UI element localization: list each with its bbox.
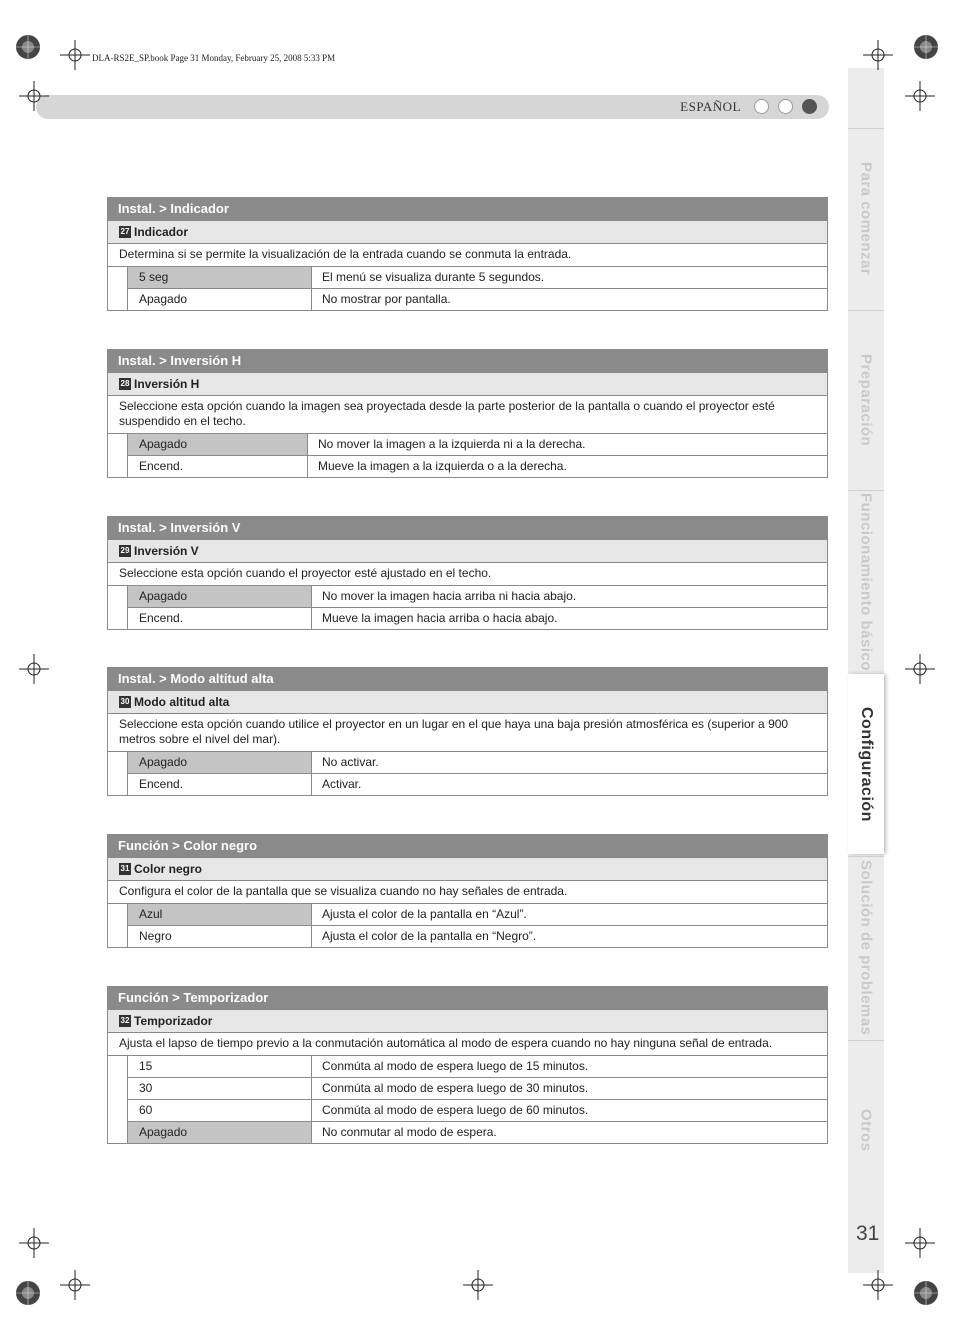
- side-tab-label: Funcionamiento básico: [857, 492, 875, 672]
- item-number-badge: 30: [120, 697, 130, 706]
- option-name: Apagado: [128, 289, 312, 310]
- page-number: 31: [856, 1222, 880, 1245]
- crosshair-mark-icon: [905, 81, 935, 111]
- options-table: [107, 434, 828, 478]
- option-row: [128, 1099, 827, 1121]
- option-row: [128, 925, 827, 947]
- crosshair-mark-icon: [19, 81, 49, 111]
- option-row: [128, 1056, 827, 1077]
- section-inversion-h: [107, 349, 828, 478]
- item-name: Inversión H: [134, 377, 200, 391]
- crosshair-mark-icon: [863, 1270, 893, 1300]
- option-row: [128, 1121, 827, 1143]
- crosshair-mark-icon: [60, 1270, 90, 1300]
- side-tab-configuracion[interactable]: [848, 674, 884, 854]
- item-name: Color negro: [134, 862, 202, 876]
- side-tab-label: Para comenzar: [857, 162, 875, 276]
- circle-icon: [778, 99, 793, 114]
- option-row: [128, 434, 827, 455]
- item-number-badge: 32: [120, 1016, 130, 1025]
- side-tab-otros[interactable]: [848, 1042, 884, 1218]
- option-description: Ajusta el color de la pantalla en “Negro”.: [322, 929, 537, 943]
- option-description: No mover la imagen a la izquierda ni a la derecha.: [318, 437, 586, 451]
- option-description: Ajusta el color de la pantalla en “Azul”.: [322, 907, 527, 921]
- section-title: Instal. > Inversión V: [107, 516, 828, 540]
- side-tab-solucion-de-problemas[interactable]: [848, 858, 884, 1038]
- options-table: [107, 267, 828, 311]
- section-description: Seleccione esta opción cuando utilice el proyector en un lugar en el que haya una baja presión atmosférica es (superior a 900 metros sobre el nivel del mar).: [107, 714, 828, 752]
- option-description: Conmúta al modo de espera luego de 60 minutos.: [322, 1103, 589, 1117]
- section-subtitle: [107, 858, 828, 881]
- section-subtitle: [107, 221, 828, 244]
- option-name: Apagado: [128, 434, 308, 455]
- option-name: Apagado: [128, 752, 312, 773]
- option-row: [128, 586, 827, 607]
- side-tab-preparacion[interactable]: [848, 312, 884, 488]
- section-description: Seleccione esta opción cuando el proyector esté ajustado en el techo.: [107, 563, 828, 586]
- section-title: Función > Color negro: [107, 834, 828, 858]
- options-table: [107, 904, 828, 948]
- crosshair-mark-icon: [905, 1228, 935, 1258]
- section-title: Instal. > Indicador: [107, 197, 828, 221]
- options-table: [107, 1056, 828, 1144]
- item-name: Indicador: [134, 225, 189, 239]
- option-name: 5 seg: [128, 267, 312, 288]
- item-number-badge: 28: [120, 379, 130, 388]
- option-name: Encend.: [128, 608, 312, 629]
- item-name: Temporizador: [134, 1014, 213, 1028]
- header-bar: [36, 95, 829, 119]
- option-name: Negro: [128, 926, 312, 947]
- crosshair-mark-icon: [863, 40, 893, 70]
- registration-mark-icon: [14, 33, 42, 61]
- side-tab-funcionamiento-basico[interactable]: [848, 492, 884, 672]
- section-color-negro: [107, 834, 828, 948]
- option-description: Mueve la imagen a la izquierda o a la derecha.: [318, 459, 567, 473]
- language-label: ESPAÑOL: [680, 99, 741, 114]
- option-row: [128, 455, 827, 477]
- section-description: Configura el color de la pantalla que se visualiza cuando no hay señales de entrada.: [107, 881, 828, 904]
- section-description: Ajusta el lapso de tiempo previo a la conmutación automática al modo de espera cuando no hay ninguna señal de entrada.: [107, 1033, 828, 1056]
- section-temporizador: [107, 986, 828, 1144]
- side-tab-label: Solución de problemas: [857, 860, 875, 1036]
- filled-circle-icon: [802, 99, 817, 114]
- option-name: 15: [128, 1056, 312, 1077]
- item-number-badge: 31: [120, 864, 130, 873]
- item-name: Modo altitud alta: [134, 695, 230, 709]
- option-row: [128, 752, 827, 773]
- option-row: [128, 607, 827, 629]
- crosshair-mark-icon: [463, 1270, 493, 1300]
- option-name: 30: [128, 1078, 312, 1099]
- side-tab-label: Configuración: [858, 706, 875, 822]
- options-table: [107, 752, 828, 796]
- option-row: [128, 1077, 827, 1099]
- section-subtitle: [107, 373, 828, 396]
- registration-mark-icon: [14, 1279, 42, 1307]
- option-description: Conmúta al modo de espera luego de 30 minutos.: [322, 1081, 589, 1095]
- section-title: Instal. > Modo altitud alta: [107, 667, 828, 691]
- side-tab-label: Otros: [857, 1108, 875, 1152]
- side-tab-para-comenzar[interactable]: [848, 130, 884, 308]
- crosshair-mark-icon: [19, 654, 49, 684]
- option-description: No mostrar por pantalla.: [322, 292, 451, 306]
- option-description: No mover la imagen hacia arriba ni hacia abajo.: [322, 589, 577, 603]
- section-title: Función > Temporizador: [107, 986, 828, 1010]
- option-name: Encend.: [128, 456, 308, 477]
- section-subtitle: [107, 691, 828, 714]
- section-title: Instal. > Inversión H: [107, 349, 828, 373]
- section-subtitle: [107, 540, 828, 563]
- circle-icon: [754, 99, 769, 114]
- crosshair-mark-icon: [60, 40, 90, 70]
- section-subtitle: [107, 1010, 828, 1033]
- side-tab-label: Preparación: [857, 353, 875, 447]
- option-row: [128, 288, 827, 310]
- option-description: No activar.: [322, 755, 379, 769]
- registration-mark-icon: [912, 1279, 940, 1307]
- option-name: Azul: [128, 904, 312, 925]
- option-description: El menú se visualiza durante 5 segundos.: [322, 270, 545, 284]
- section-indicador: [107, 197, 828, 311]
- option-name: Encend.: [128, 774, 312, 795]
- section-inversion-v: [107, 516, 828, 630]
- section-description: Determina si se permite la visualización de la entrada cuando se conmuta la entrada.: [107, 244, 828, 267]
- option-description: No conmutar al modo de espera.: [322, 1125, 497, 1139]
- option-description: Conmúta al modo de espera luego de 15 minutos.: [322, 1059, 589, 1073]
- section-modo-altitud-alta: [107, 667, 828, 796]
- option-row: [128, 773, 827, 795]
- item-name: Inversión V: [134, 544, 199, 558]
- crosshair-mark-icon: [905, 654, 935, 684]
- option-description: Mueve la imagen hacia arriba o hacia abajo.: [322, 611, 558, 625]
- option-description: Activar.: [322, 777, 362, 791]
- option-row: [128, 904, 827, 925]
- registration-mark-icon: [912, 33, 940, 61]
- item-number-badge: 29: [120, 546, 130, 555]
- options-table: [107, 586, 828, 630]
- section-description: Seleccione esta opción cuando la imagen sea proyectada desde la parte posterior de la pantalla o cuando el proyector esté suspendido en el techo.: [107, 396, 828, 434]
- crosshair-mark-icon: [19, 1228, 49, 1258]
- option-name: Apagado: [128, 1122, 312, 1143]
- item-number-badge: 27: [120, 227, 130, 236]
- option-name: 60: [128, 1100, 312, 1121]
- book-info: DLA-RS2E_SP.book Page 31 Monday, February 25, 2008 5:33 PM: [92, 53, 336, 63]
- option-row: [128, 267, 827, 288]
- option-name: Apagado: [128, 586, 312, 607]
